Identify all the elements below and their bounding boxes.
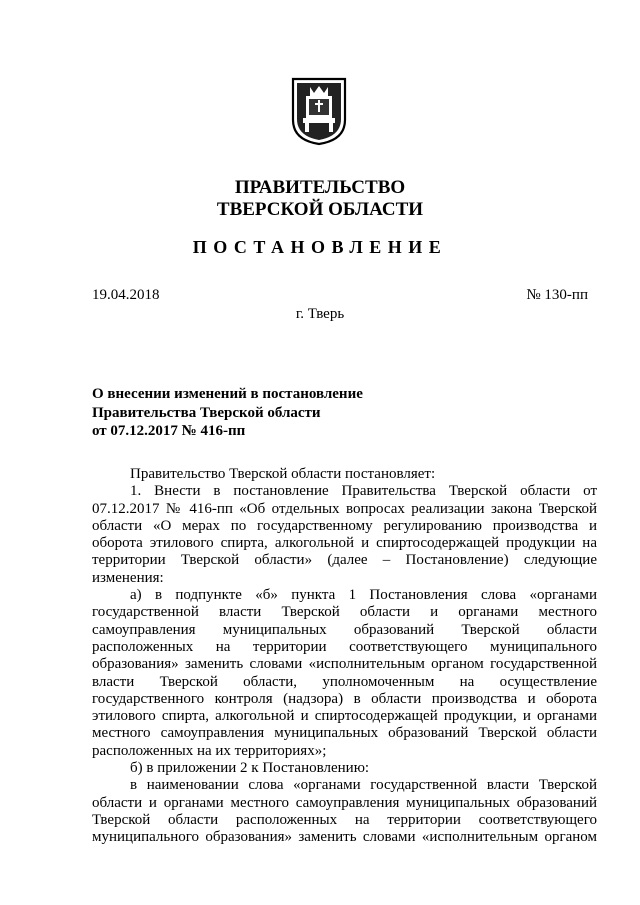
document-number: № 130-пп (526, 287, 588, 303)
government-title-line1: ПРАВИТЕЛЬСТВО (234, 177, 406, 198)
document-body (92, 466, 597, 847)
document-title (92, 385, 452, 441)
document-title-line1: О внесении изменений в постановление (92, 386, 363, 402)
document-title-line2: Правительства Тверской области (92, 404, 321, 421)
document-date: 19.04.2018 (92, 287, 160, 303)
document-city: г. Тверь (295, 306, 345, 322)
document-title-line3: от 07.12.2017 № 416-пп (92, 423, 246, 439)
document-type-heading: ПОСТАНОВЛЕНИЕ (192, 237, 448, 257)
body-paragraph-item1a: а) в подпункте «б» пункта 1 Постановления слова «органами государственной власти Тверской области и органами местного самоуправления муниципальных образований Тверской области расположенных на территории соответствующего муниципального образования» заменить словами «исполнительным органом государственной власти Тверской области, уполномоченным на осуществление государственного контроля (надзора) в области производства и оборота этилового спирта, алкогольной и спиртосодержащей продукции, и органами местного самоуправления муниципальных образований Тверской области расположенных на их территориях»; (92, 587, 597, 759)
body-paragraph-preamble: Правительство Тверской области постановляет: (130, 466, 436, 482)
body-paragraph-item1: 1. Внести в постановление Правительства Тверской области от 07.12.2017 № 416-пп «Об отдельных вопросах реализации закона Тверской области «О мерах по государственному регулированию производства и оборота этилового спирта, алкогольной и спиртосодержащей продукции на территории Тверской области» (далее – Постановление) следующие изменения: (92, 483, 597, 586)
body-paragraph-item1b: б) в приложении 2 к Постановлению: (130, 760, 370, 777)
government-title-line2: ТВЕРСКОЙ ОБЛАСТИ (216, 199, 424, 220)
coat-of-arms-icon (290, 76, 348, 146)
body-paragraph-item1b-name: в наименовании слова «органами государственной власти Тверской области и органами местного самоуправления муниципальных образований Тверской области расположенных на территории соответствующего муниципального образования» заменить словами «исполнительным органом (92, 777, 597, 846)
